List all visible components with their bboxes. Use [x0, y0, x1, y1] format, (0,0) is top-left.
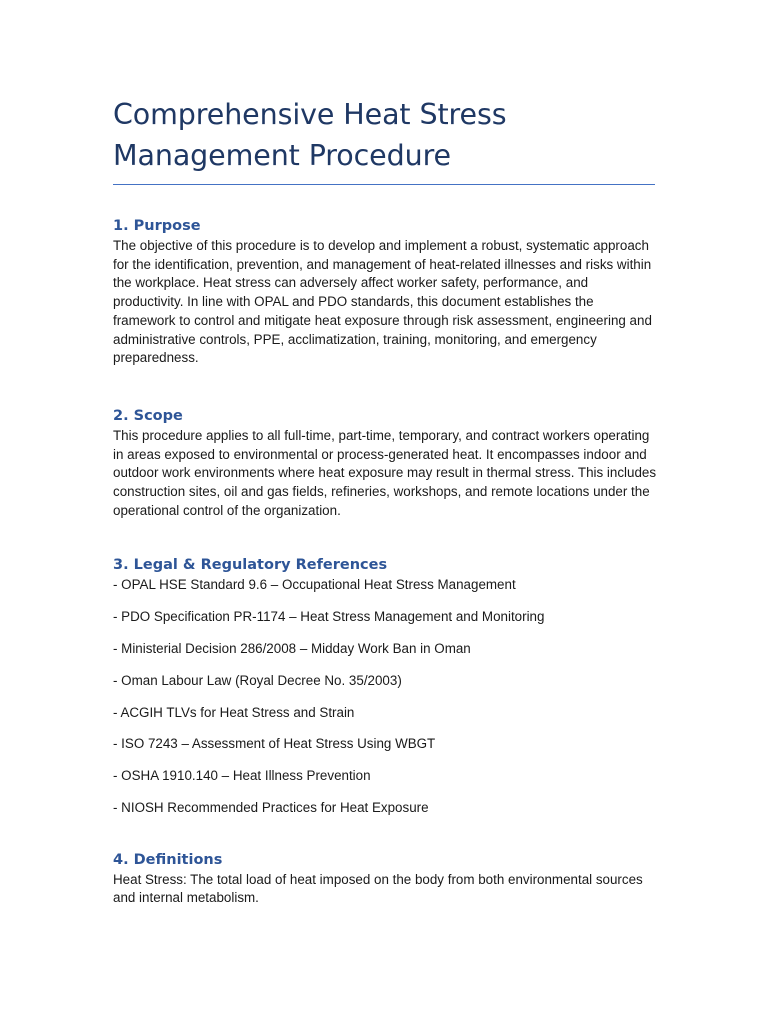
section-heading-legal: 3. Legal & Regulatory References — [113, 557, 388, 574]
section-purpose — [113, 215, 658, 368]
reference-item: - OPAL HSE Standard 9.6 – Occupational Heat Stress Management — [113, 577, 516, 593]
reference-item: - ACGIH TLVs for Heat Stress and Strain — [113, 704, 355, 720]
document-title-line-2: Management Procedure — [113, 139, 451, 172]
section-heading-purpose: 1. Purpose — [113, 218, 201, 234]
section-scope — [113, 405, 658, 521]
section-legal-references — [113, 554, 658, 817]
reference-item: - Oman Labour Law (Royal Decree No. 35/2003) — [113, 672, 402, 688]
reference-list — [113, 576, 658, 817]
section-heading-scope: 2. Scope — [113, 407, 183, 424]
document-page — [113, 0, 658, 908]
section-definitions — [113, 849, 658, 908]
reference-item: - ISO 7243 – Assessment of Heat Stress Using WBGT — [113, 736, 436, 752]
title-divider — [113, 184, 655, 185]
reference-item: - NIOSH Recommended Practices for Heat Exposure — [113, 800, 429, 816]
reference-item: - Ministerial Decision 286/2008 – Midday Work Ban in Oman — [113, 641, 471, 657]
reference-item: - OSHA 1910.140 – Heat Illness Prevention — [113, 768, 371, 784]
document-title — [113, 0, 658, 176]
definition-heat-stress: Heat Stress: The total load of heat imposed on the body from both environmental sources and internal metabolism. — [113, 871, 643, 906]
reference-item: - PDO Specification PR-1174 – Heat Stress Management and Monitoring — [113, 609, 545, 625]
purpose-paragraph: The objective of this procedure is to develop and implement a robust, systematic approach for the identification, prevention, and management of heat-related illnesses and risks within the workplace. Heat stress can adversely affect worker safety, performance, and productivity. In line with OPAL and PDO standards, this document establishes the framework to control and mitigate heat exposure through risk assessment, engineering and administrative controls, PPE, acclimatization, training, monitoring, and emergency preparedness. — [113, 238, 652, 366]
scope-paragraph: This procedure applies to all full-time, part-time, temporary, and contract workers operating in areas exposed to environmental or process-generated heat. It encompasses indoor and outdoor work environments where heat exposure may result in thermal stress. This includes construction sites, oil and gas fields, refineries, workshops, and remote locations under the operational control of the organization. — [113, 427, 657, 518]
section-heading-definitions: 4. Definitions — [113, 851, 223, 868]
document-title-line-1: Comprehensive Heat Stress — [113, 98, 507, 131]
